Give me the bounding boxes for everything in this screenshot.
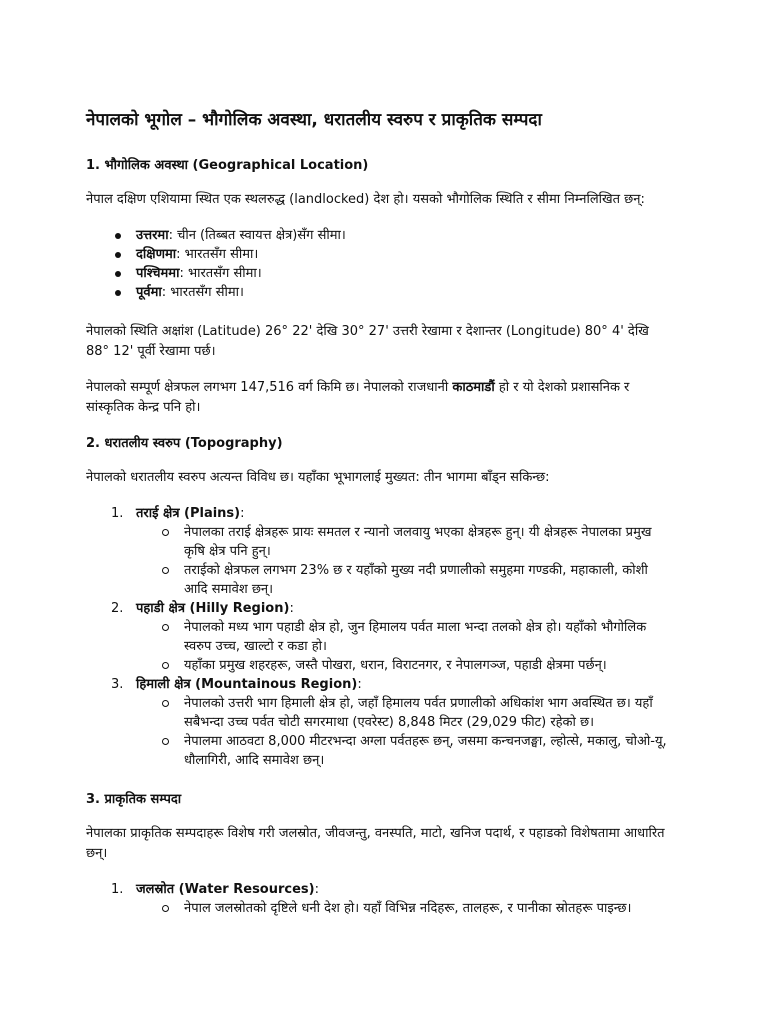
- border-text: : भारतसँग सीमा।: [179, 266, 262, 281]
- resources-intro: नेपालका प्राकृतिक सम्पदाहरू विशेष गरी जलस्रोत, जीवजन्तु, वनस्पति, माटो, खनिज पदार्थ, र पहाडको विशेषतामा आधारित छन्।: [86, 826, 665, 861]
- resource-name: जलस्रोत (Water Resources): [136, 882, 315, 897]
- region-item-plains: [86, 504, 672, 599]
- border-text: : भारतसँग सीमा।: [176, 247, 259, 262]
- region-name: तराई क्षेत्र (Plains): [136, 506, 241, 521]
- region-item-mountains: [86, 675, 672, 770]
- list-item: नेपाल जलस्रोतको दृष्टिले धनी देश हो। यहाँ विभिन्न नदिहरू, तालहरू, र पानीका स्रोतहरू पाइन्छ।: [184, 899, 672, 918]
- region-item-hills: [86, 599, 672, 675]
- location-intro: नेपाल दक्षिण एशियामा स्थित एक स्थलरुद्ध (landlocked) देश हो। यसको भौगोलिक स्थिति र सीमा निम्नलिखित छन्:: [86, 192, 645, 207]
- list-number: 3.: [111, 677, 124, 692]
- list-number: 2.: [111, 601, 124, 616]
- region-points: [136, 523, 672, 599]
- list-item: नेपालको मध्य भाग पहाडी क्षेत्र हो, जुन हिमालय पर्वत माला भन्दा तलको क्षेत्र हो। यहाँको भौगोलिक स्वरुप उच्च, खाल्टो र कडा हो।: [184, 618, 672, 656]
- list-item: तराईको क्षेत्रफल लगभग 23% छ र यहाँको मुख्य नदी प्रणालीको समुहमा गण्डकी, महाकाली, कोशी आदि समावेश छन्।: [184, 561, 672, 599]
- border-list: [86, 226, 672, 302]
- list-item: नेपालका तराई क्षेत्रहरू प्रायः समतल र न्यानो जलवायु भएका क्षेत्रहरू हुन्। यी क्षेत्रहरू नेपालका प्रमुख कृषि क्षेत्र पनि हुन्।: [184, 523, 672, 561]
- section-heading-resources: 3. प्राकृतिक सम्पदा: [86, 792, 182, 807]
- list-item: [136, 245, 672, 264]
- border-direction: उत्तरमा: [136, 228, 169, 243]
- list-item: नेपालमा आठवटा 8,000 मीटरभन्दा अग्ला पर्वतहरू छन्, जसमा कन्चनजङ्घा, ल्होत्से, मकालु, चोओ-यू, धौलागिरी, आदि समावेश छन्।: [184, 732, 672, 770]
- border-direction: दक्षिणमा: [136, 247, 177, 262]
- resource-list: [86, 880, 672, 918]
- resource-suffix: :: [314, 882, 319, 897]
- resource-points: [136, 899, 672, 918]
- list-item: नेपालको उत्तरी भाग हिमाली क्षेत्र हो, जहाँ हिमालय पर्वत प्रणालीको अधिकांश भाग अवस्थित छ। यहाँ सबैभन्दा उच्च पर्वत चोटी सगरमाथा (एवरेस्ट) 8,848 मिटर (29,029 फीट) रहेको छ।: [184, 694, 672, 732]
- region-suffix: :: [357, 677, 362, 692]
- region-name: हिमाली क्षेत्र (Mountainous Region): [136, 677, 358, 692]
- region-name: पहाडी क्षेत्र (Hilly Region): [136, 601, 290, 616]
- border-direction: पश्चिममा: [136, 266, 180, 281]
- area-text: नेपालको सम्पूर्ण क्षेत्रफल लगभग 147,516 वर्ग किमि छ। नेपालको राजधानी: [86, 380, 453, 395]
- list-item: [136, 264, 672, 283]
- area-text-end: हो र यो देशको प्रशासनिक र सांस्कृतिक केन्द्र पनि हो।: [86, 380, 630, 415]
- document-title: नेपालको भूगोल – भौगोलिक अवस्था, धरातलीय स्वरुप र प्राकृतिक सम्पदा: [86, 110, 542, 130]
- region-points: [136, 618, 672, 675]
- area-paragraph: [86, 378, 672, 418]
- section-heading-topography: 2. धरातलीय स्वरुप (Topography): [86, 436, 283, 451]
- list-item: यहाँका प्रमुख शहरहरू, जस्तै पोखरा, धरान, विराटनगर, र नेपालगञ्ज, पहाडी क्षेत्रमा पर्छन्।: [184, 656, 672, 675]
- topography-intro: नेपालको धरातलीय स्वरुप अत्यन्त विविध छ। यहाँका भूभागलाई मुख्यत: तीन भागमा बाँड्न सकिन्छ:: [86, 470, 550, 485]
- section-heading-location: 1. भौगोलिक अवस्था (Geographical Location): [86, 158, 369, 173]
- list-item: [136, 226, 672, 245]
- border-direction: पूर्वमा: [136, 285, 162, 300]
- border-text: : चीन (तिब्बत स्वायत्त क्षेत्र)सँग सीमा।: [168, 228, 346, 243]
- list-item: [136, 283, 672, 302]
- region-suffix: :: [240, 506, 245, 521]
- resource-item-water: [86, 880, 672, 918]
- coordinates-paragraph: नेपालको स्थिति अक्षांश (Latitude) 26° 22' देखि 30° 27' उत्तरी रेखामा र देशान्तर (Longitude) 80° 4' देखि 88° 12' पूर्वी रेखामा पर्छ।: [86, 324, 649, 359]
- region-list: [86, 504, 672, 770]
- capital-name: काठमाडौं: [452, 380, 495, 395]
- region-suffix: :: [289, 601, 294, 616]
- list-number: 1.: [111, 882, 124, 897]
- list-number: 1.: [111, 506, 124, 521]
- border-text: : भारतसँग सीमा।: [161, 285, 244, 300]
- region-points: [136, 694, 672, 770]
